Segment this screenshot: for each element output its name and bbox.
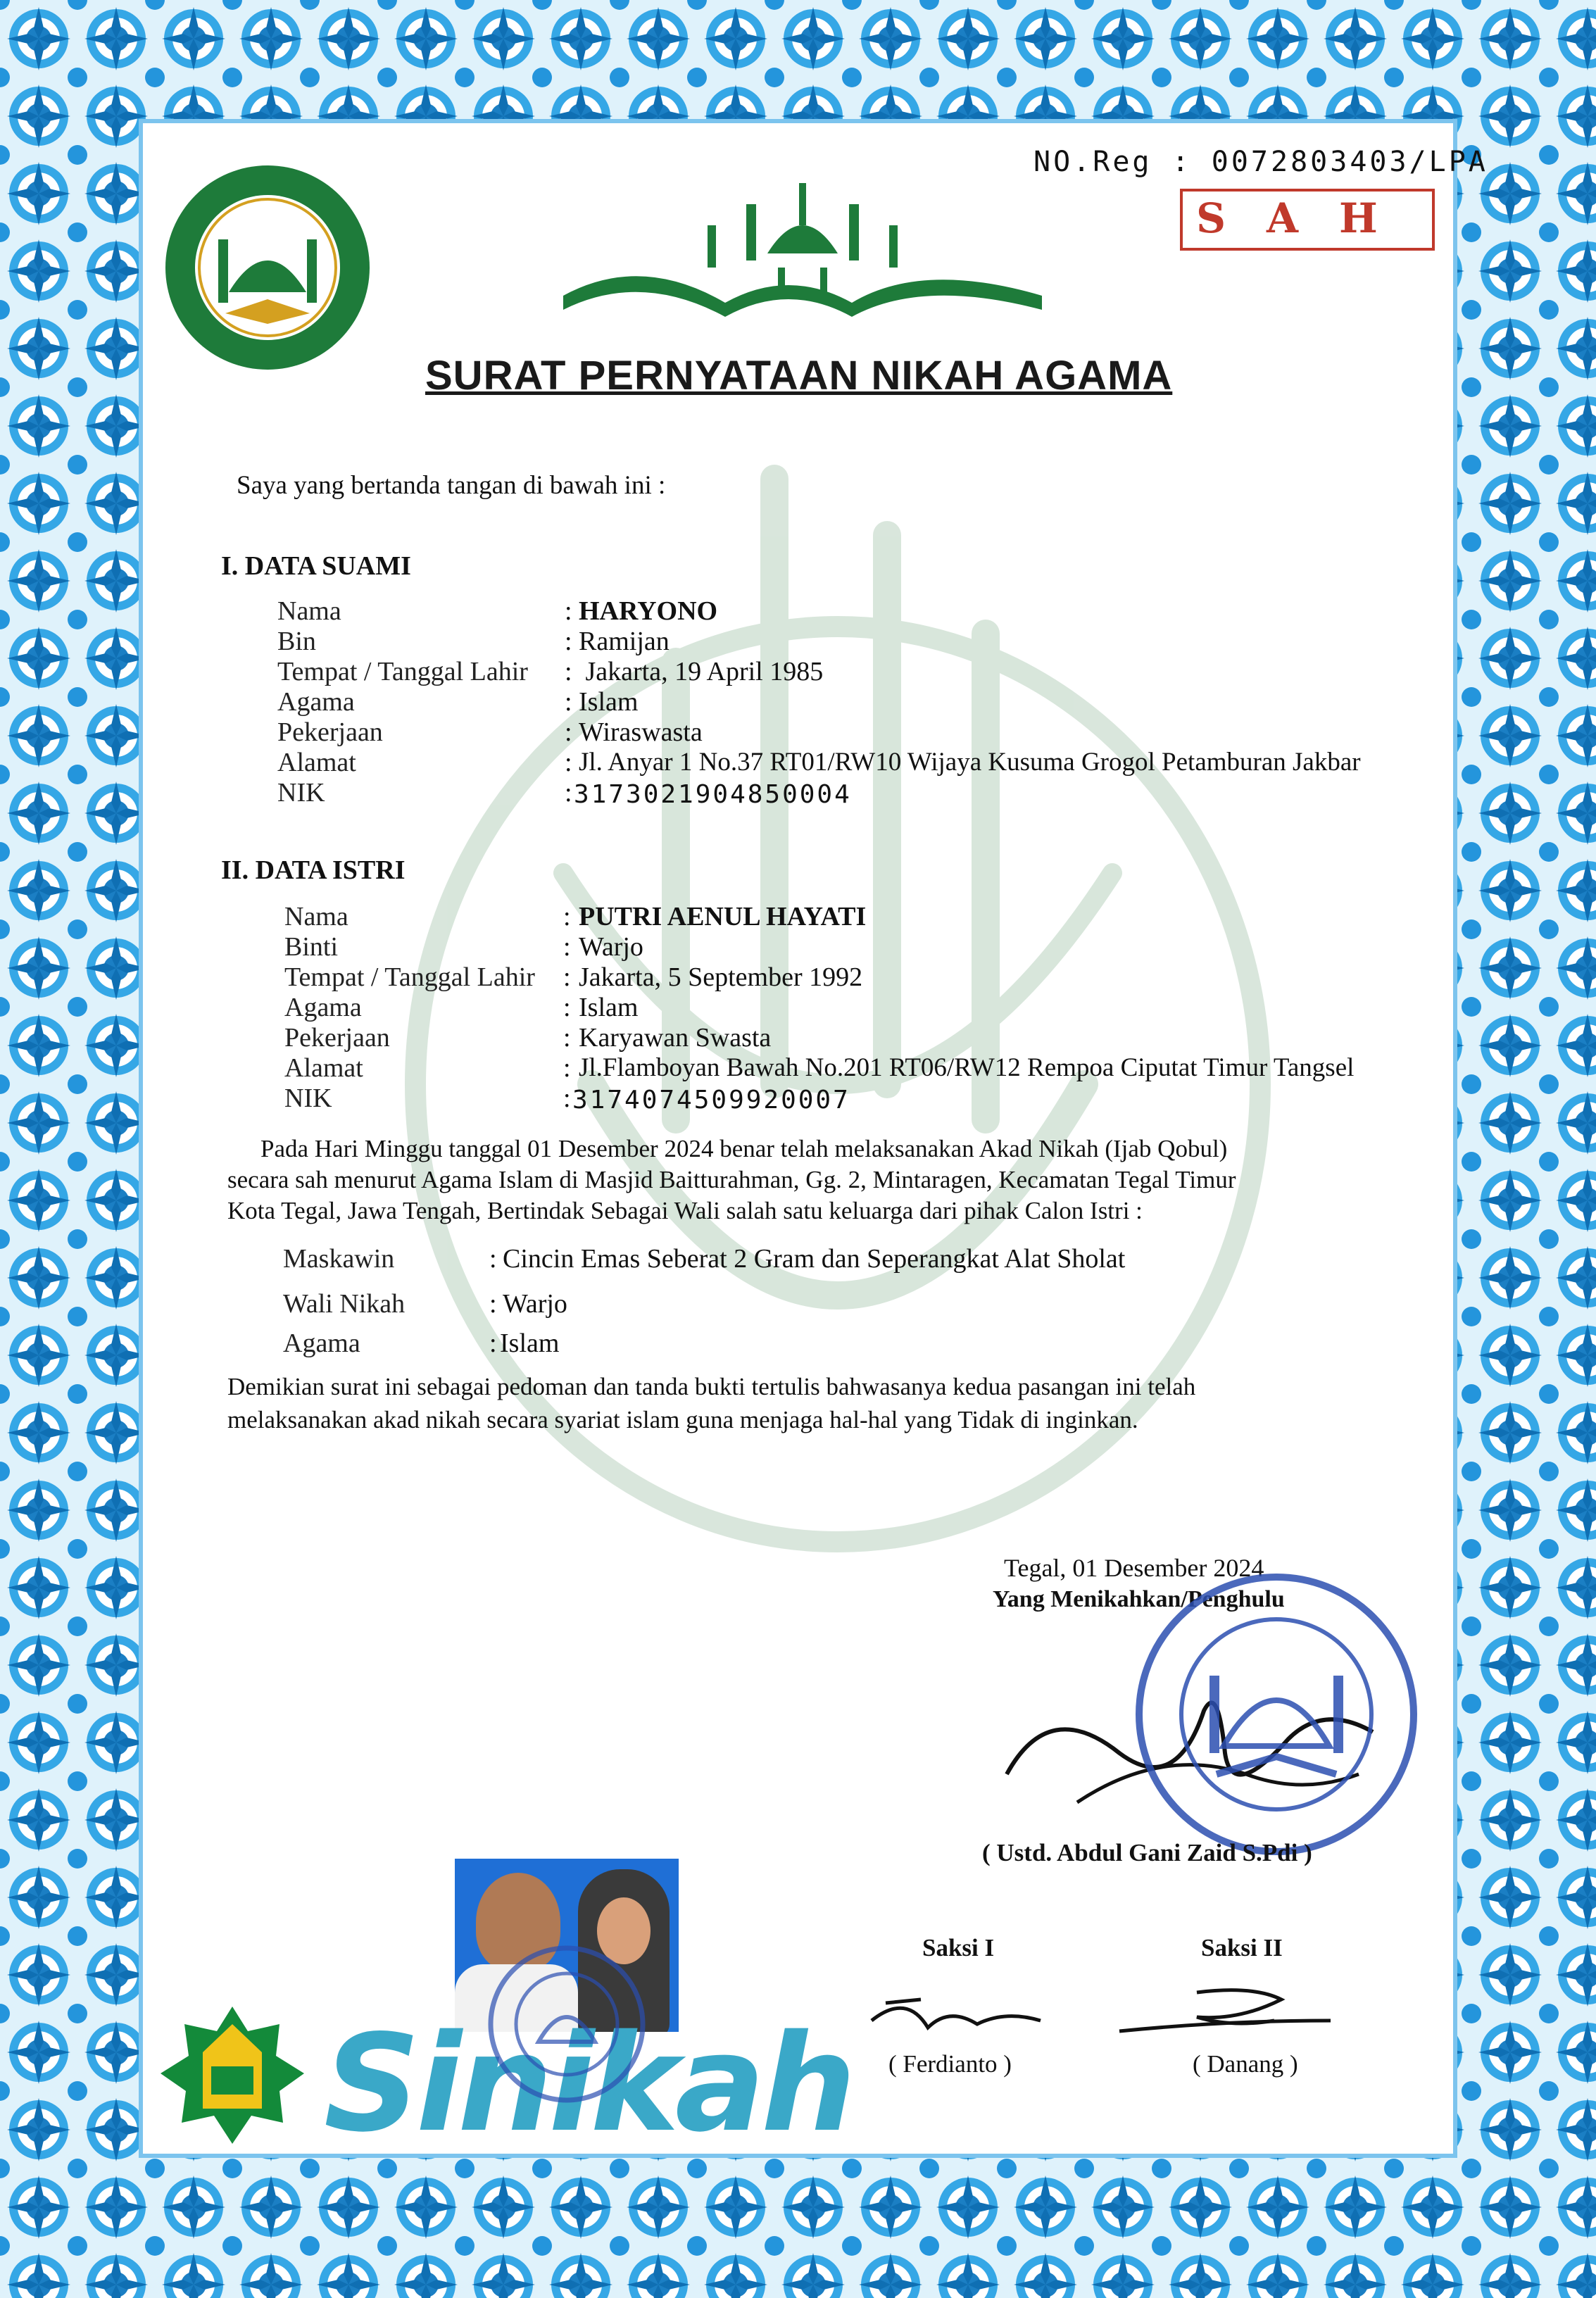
ceremony-colon-dowry: : (489, 1244, 497, 1274)
husband-value-religion: Islam (579, 687, 639, 717)
husband-colon-address: : (565, 748, 572, 777)
husband-colon-bin: : (565, 627, 572, 656)
official-stamp (1132, 1570, 1421, 1859)
witness-1-signature (865, 1978, 1048, 2056)
calligraphy-watermark (380, 451, 1295, 1612)
status-stamp: SAH (1180, 189, 1435, 251)
registration-number: NO.Reg : 0072803403/LPA (1033, 146, 1488, 178)
wife-label-religion: Agama (284, 993, 362, 1022)
page-title: SURAT PERNYATAAN NIKAH AGAMA (425, 353, 1173, 398)
wife-colon-religion: : (563, 993, 571, 1022)
wife-value-religion: Islam (579, 993, 639, 1022)
kemenag-logo (156, 2003, 308, 2155)
ceremony-value-guardian: Warjo (503, 1289, 567, 1319)
majelis-logo (162, 162, 373, 373)
husband-label-job: Pekerjaan (277, 717, 383, 747)
husband-label-address: Alamat (277, 748, 356, 777)
wife-label-nik: NIK (284, 1084, 332, 1113)
husband-label-bin: Bin (277, 627, 316, 656)
wife-value-binti: Warjo (579, 932, 643, 962)
ceremony-label-religion: Agama (283, 1329, 360, 1358)
husband-value-name: HARYONO (579, 596, 718, 626)
ceremony-colon-guardian: : (489, 1289, 497, 1319)
wife-value-nik: 3174074509920007 (572, 1086, 850, 1115)
wife-label-birth: Tempat / Tanggal Lahir (284, 962, 535, 992)
husband-section-heading: I. DATA SUAMI (221, 551, 411, 581)
wife-value-birth: Jakarta, 5 September 1992 (579, 962, 863, 992)
witness-2-title: Saksi II (1201, 1934, 1283, 1961)
brand-logo: Sinikah (324, 2006, 853, 2161)
husband-colon-birth: : (565, 657, 572, 686)
wife-value-name: PUTRI AENUL HAYATI (579, 902, 867, 931)
wife-label-address: Alamat (284, 1053, 363, 1083)
signature-place-date: Tegal, 01 Desember 2024 (1004, 1554, 1264, 1582)
statement-line-3: Kota Tegal, Jawa Tengah, Bertindak Sebagai Wali salah satu keluarga dari pihak Calon Istri : (227, 1197, 1143, 1224)
husband-value-bin: Ramijan (579, 627, 670, 656)
closing-line-2: melaksanakan akad nikah secara syariat islam guna menjaga hal-hal yang Tidak di inginkan. (227, 1406, 1138, 1433)
signature-role: Yang Menikahkan/Penghulu (993, 1586, 1285, 1612)
husband-value-job: Wiraswasta (579, 717, 703, 747)
wife-colon-birth: : (563, 962, 571, 992)
witness-2-name: ( Danang ) (1193, 2050, 1298, 2078)
ceremony-label-guardian: Wali Nikah (283, 1289, 406, 1319)
husband-colon-nik: : (565, 778, 572, 808)
husband-value-nik: 3173021904850004 (574, 780, 852, 809)
wife-section-heading: II. DATA ISTRI (221, 855, 406, 885)
husband-label-birth: Tempat / Tanggal Lahir (277, 657, 528, 686)
ceremony-value-dowry: Cincin Emas Seberat 2 Gram dan Seperangkat Alat Sholat (503, 1244, 1126, 1274)
husband-value-address: Jl. Anyar 1 No.37 RT01/RW10 Wijaya Kusuma Grogol Petamburan Jakbar (579, 748, 1361, 777)
intro-text: Saya yang bertanda tangan di bawah ini : (237, 471, 666, 500)
wife-value-address: Jl.Flamboyan Bawah No.201 RT06/RW12 Rempoa Ciputat Timur Tangsel (579, 1053, 1355, 1082)
closing-line-1: Demikian surat ini sebagai pedoman dan tanda bukti tertulis bahwasanya kedua pasangan ini telah (227, 1373, 1196, 1400)
ceremony-value-religion: Islam (500, 1329, 560, 1358)
husband-colon-job: : (565, 717, 572, 747)
husband-label-religion: Agama (277, 687, 355, 717)
statement-line-2: secara sah menurut Agama Islam di Masjid Baitturahman, Gg. 2, Mintaragen, Kecamatan Tegal Timur (227, 1166, 1236, 1193)
wife-colon-address: : (563, 1053, 571, 1083)
wife-value-job: Karyawan Swasta (579, 1023, 772, 1053)
wife-label-job: Pekerjaan (284, 1023, 390, 1053)
husband-colon-name: : (565, 596, 572, 626)
wife-colon-name: : (563, 902, 571, 931)
wife-label-binti: Binti (284, 932, 339, 962)
statement-line-1: Pada Hari Minggu tanggal 01 Desember 2024 benar telah melaksanakan Akad Nikah (Ijab Qobul) (260, 1135, 1228, 1162)
husband-value-birth: Jakarta, 19 April 1985 (579, 657, 824, 686)
brand-stamp-overlay (486, 1943, 648, 2105)
ceremony-label-dowry: Maskawin (283, 1244, 395, 1274)
witness-2-signature (1112, 1978, 1338, 2056)
witness-1-name: ( Ferdianto ) (888, 2050, 1012, 2078)
wife-colon-binti: : (563, 932, 571, 962)
officiant-name: ( Ustd. Abdul Gani Zaid S.Pdi ) (982, 1839, 1312, 1866)
bismillah-mosque-emblem (556, 155, 1049, 338)
husband-colon-religion: : (565, 687, 572, 717)
husband-label-nik: NIK (277, 778, 325, 808)
wife-colon-job: : (563, 1023, 571, 1053)
ceremony-colon-religion: : (489, 1329, 497, 1358)
wife-colon-nik: : (563, 1084, 571, 1113)
wife-label-name: Nama (284, 902, 348, 931)
witness-1-title: Saksi I (922, 1934, 995, 1961)
husband-label-name: Nama (277, 596, 341, 626)
